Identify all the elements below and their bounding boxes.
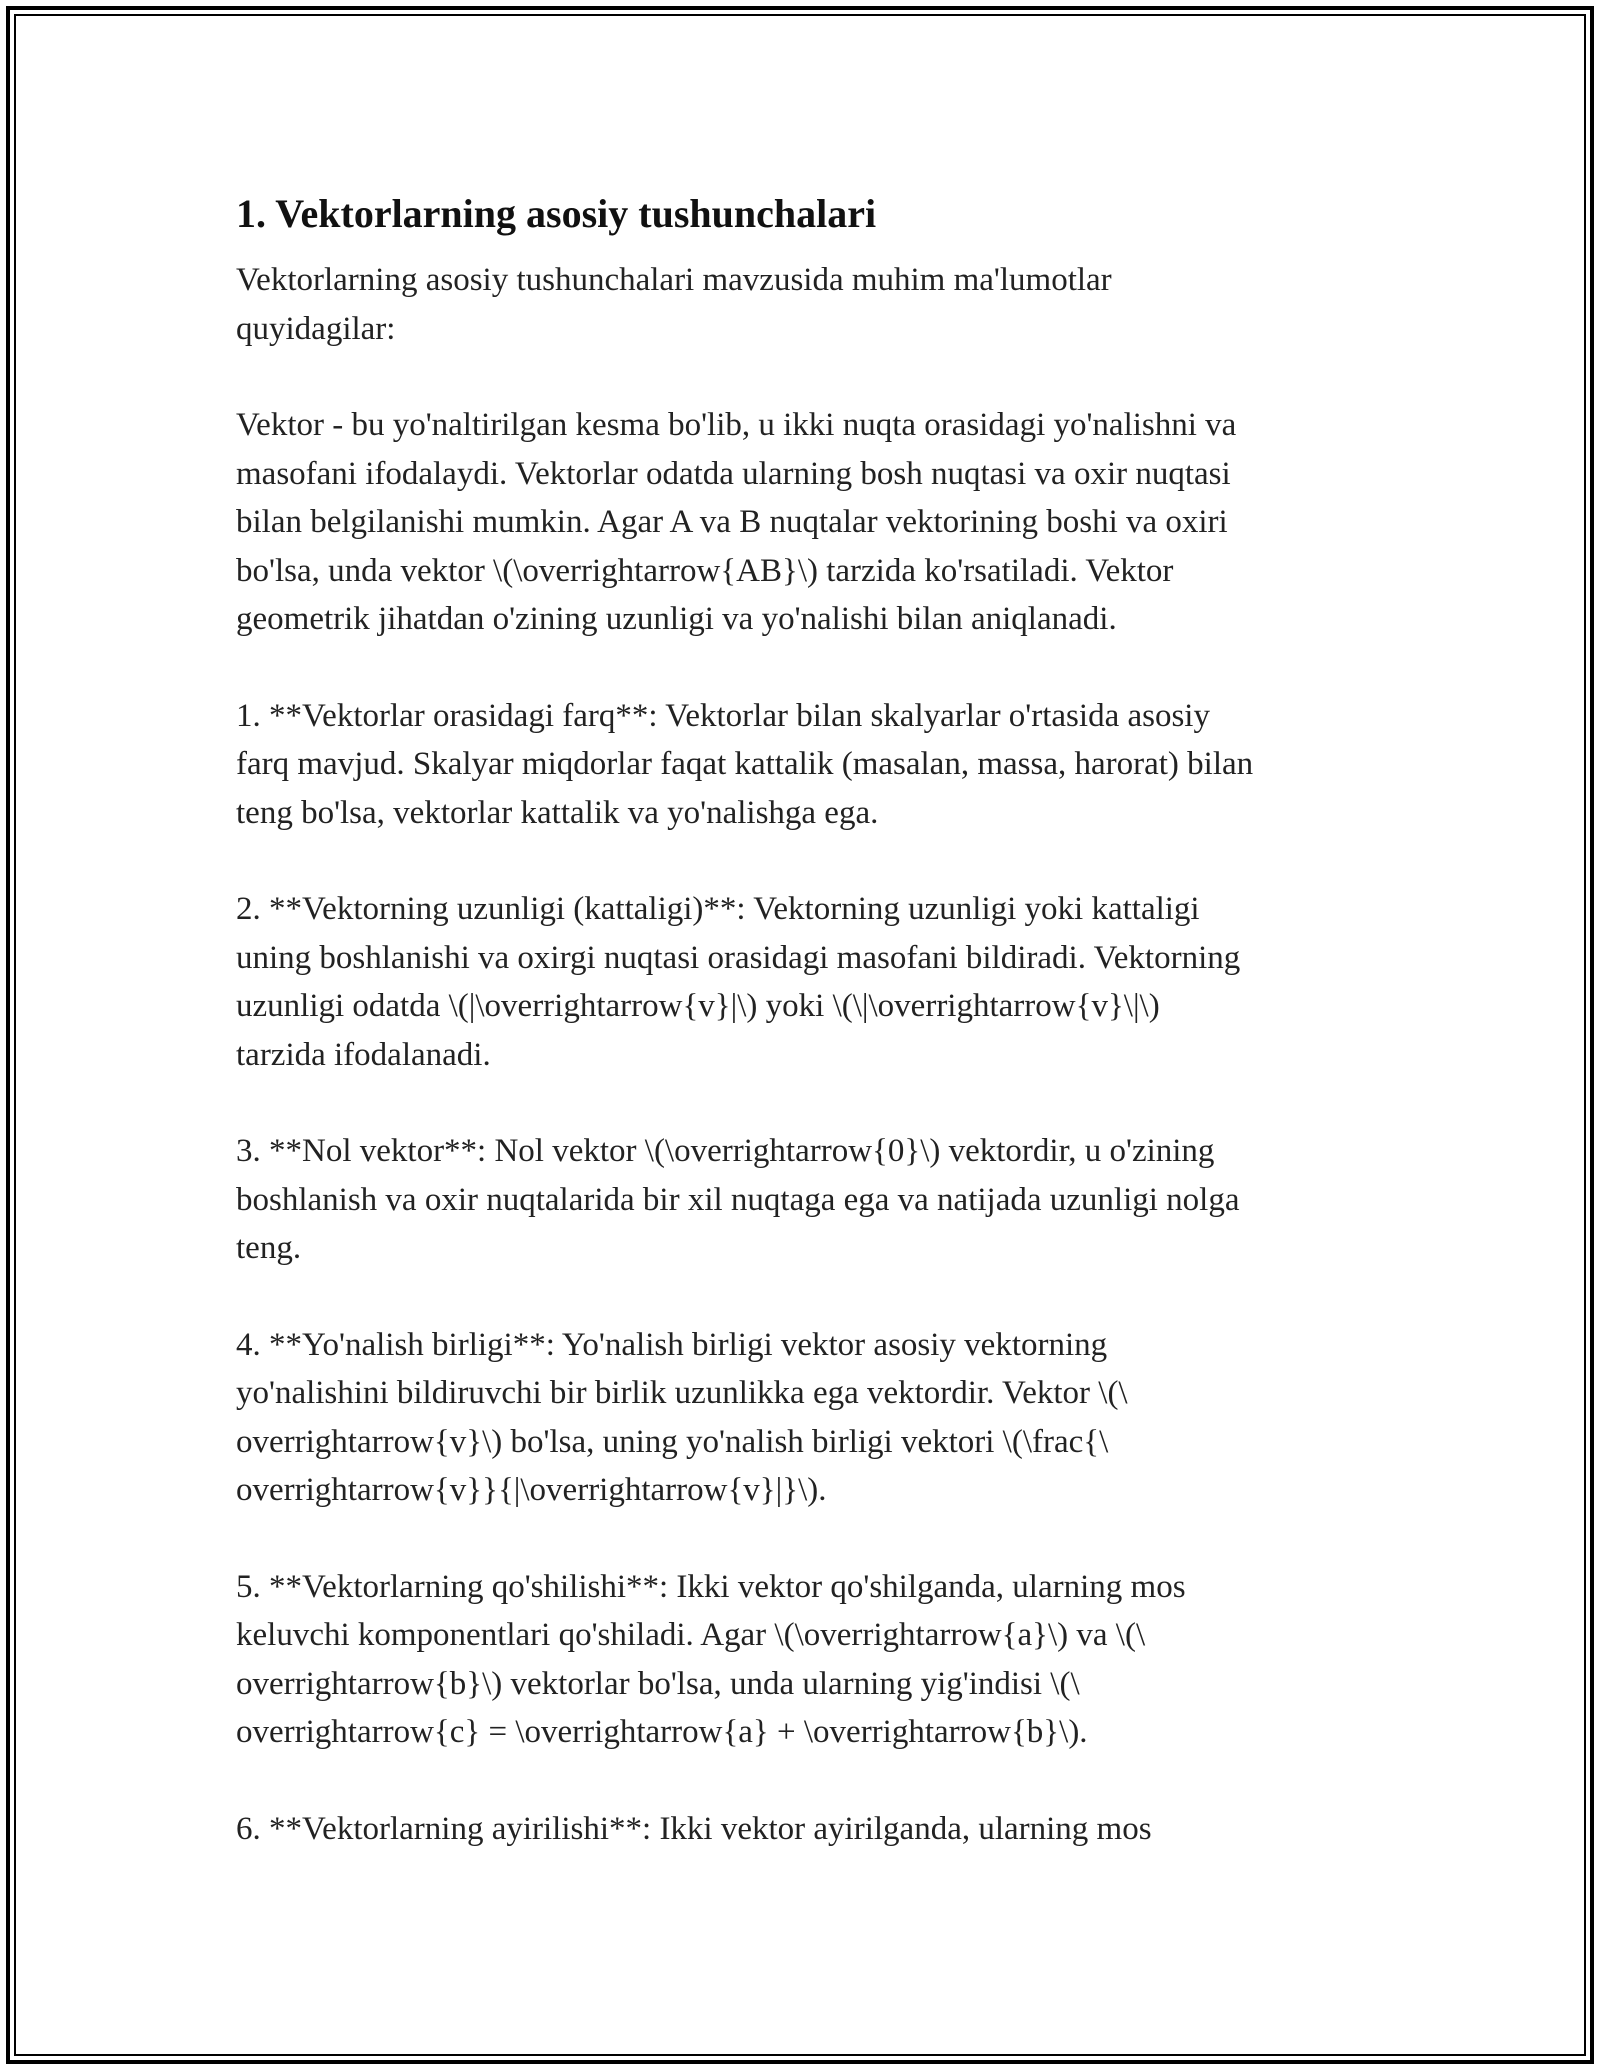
text-line: bo'lsa, unda vektor \(\overrightarrow{AB}\) tarzida ko'rsatiladi. Vektor (236, 552, 1174, 589)
text-line: farq mavjud. Skalyar miqdorlar faqat kattalik (masalan, massa, harorat) bilan (236, 746, 1254, 782)
paragraph-list (236, 256, 1376, 1853)
text-line: 1. **Vektorlar orasidagi farq**: Vektorlar bilan skalyarlar o'rtasida asosiy (236, 697, 1210, 734)
text-line: uning boshlanishi va oxirgi nuqtasi orasidagi masofani bildiradi. Vektorning (236, 939, 1241, 976)
text-line: overrightarrow{b}\) vektorlar bo'lsa, unda ularning yig'indisi \(\ (236, 1665, 1080, 1702)
text-line: teng bo'lsa, vektorlar kattalik va yo'nalishga ega. (236, 794, 879, 831)
text-line: quyidagilar: (236, 310, 396, 347)
text-line: bilan belgilanishi mumkin. Agar A va B nuqtalar vektorining boshi va oxiri (236, 504, 1228, 540)
text-line: overrightarrow{c} = \overrightarrow{a} + \overrightarrow{b}\). (236, 1714, 1088, 1750)
text-line: uzunligi odatda \(|\overrightarrow{v}|\) yoki \(\|\overrightarrow{v}\|\) (236, 988, 1160, 1024)
paragraph (236, 885, 1376, 1079)
paragraph (236, 401, 1376, 644)
paragraph (236, 1127, 1376, 1273)
text-line: overrightarrow{v}\) bo'lsa, uning yo'nalish birligi vektori \(\frac{\ (236, 1423, 1109, 1460)
paragraph (236, 1805, 1376, 1854)
document-body (236, 186, 1376, 1901)
text-line: 5. **Vektorlarning qo'shilishi**: Ikki vektor qo'shilganda, ularning mos (236, 1568, 1186, 1605)
text-line: teng. (236, 1230, 302, 1266)
paragraph (236, 692, 1376, 838)
section-heading: 1. Vektorlarning asosiy tushunchalari (236, 191, 877, 236)
text-line: boshlanish va oxir nuqtalarida bir xil nuqtaga ega va natijada uzunligi nolga (236, 1181, 1240, 1218)
text-line: overrightarrow{v}}{|\overrightarrow{v}|}\). (236, 1472, 827, 1508)
text-line: geometrik jihatdan o'zining uzunligi va yo'nalishi bilan aniqlanadi. (236, 601, 1117, 637)
text-line: yo'nalishini bildiruvchi bir birlik uzunlikka ega vektordir. Vektor \(\ (236, 1375, 1128, 1411)
text-line: Vektor - bu yo'naltirilgan kesma bo'lib, u ikki nuqta orasidagi yo'nalishni va (236, 407, 1237, 443)
text-line: 6. **Vektorlarning ayirilishi**: Ikki vektor ayirilganda, ularning mos (236, 1810, 1152, 1847)
text-line: tarzida ifodalanadi. (236, 1036, 491, 1073)
paragraph (236, 1321, 1376, 1515)
paragraph (236, 256, 1376, 353)
text-line: 3. **Nol vektor**: Nol vektor \(\overrightarrow{0}\) vektordir, u o'zining (236, 1133, 1215, 1169)
text-line: keluvchi komponentlari qo'shiladi. Agar \(\overrightarrow{a}\) va \(\ (236, 1617, 1146, 1653)
text-line: Vektorlarning asosiy tushunchalari mavzusida muhim ma'lumotlar (236, 262, 1112, 298)
text-line: 4. **Yo'nalish birligi**: Yo'nalish birligi vektor asosiy vektorning (236, 1326, 1108, 1363)
text-line: masofani ifodalaydi. Vektorlar odatda ularning bosh nuqtasi va oxir nuqtasi (236, 455, 1231, 492)
text-line: 2. **Vektorning uzunligi (kattaligi)**: Vektorning uzunligi yoki kattaligi (236, 891, 1200, 927)
paragraph (236, 1563, 1376, 1757)
